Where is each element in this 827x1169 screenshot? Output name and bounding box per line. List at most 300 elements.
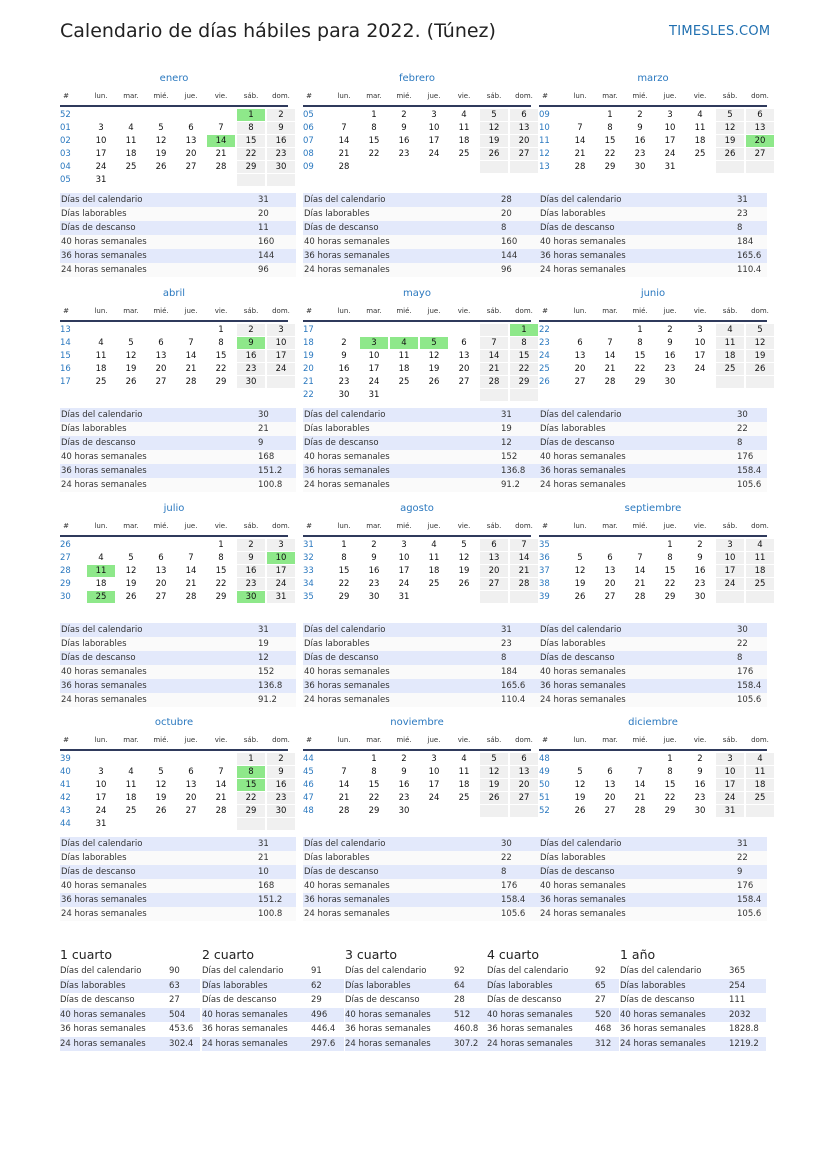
day-cell[interactable]: 15	[215, 566, 227, 576]
day-cell[interactable]: 17	[694, 351, 706, 361]
day-cell[interactable]: 14	[480, 350, 508, 362]
day-cell[interactable]: 27	[185, 162, 197, 172]
day-cell[interactable]: 25	[746, 578, 774, 590]
holiday-day-cell[interactable]: 14	[207, 135, 235, 147]
day-cell[interactable]: 22	[510, 363, 538, 375]
day-cell[interactable]: 22	[338, 579, 350, 589]
day-cell[interactable]: 23	[398, 793, 410, 803]
day-cell[interactable]: 18	[125, 149, 137, 159]
day-cell[interactable]: 11	[746, 766, 774, 778]
day-cell[interactable]: 16	[398, 136, 410, 146]
day-cell[interactable]: 19	[125, 579, 137, 589]
day-cell[interactable]: 13	[746, 122, 774, 134]
day-cell[interactable]: 8	[510, 337, 538, 349]
day-cell[interactable]: 23	[338, 377, 350, 387]
day-cell[interactable]: 30	[634, 162, 646, 172]
day-cell[interactable]: 11	[716, 337, 744, 349]
day-cell[interactable]: 21	[215, 793, 227, 803]
day-cell[interactable]: 2	[267, 753, 295, 765]
day-cell[interactable]: 2	[371, 540, 377, 550]
day-cell[interactable]: 5	[577, 553, 583, 563]
day-cell[interactable]: 17	[267, 565, 295, 577]
day-cell[interactable]: 4	[461, 754, 467, 764]
day-cell[interactable]: 18	[694, 136, 706, 146]
holiday-day-cell[interactable]: 5	[420, 337, 448, 349]
day-cell[interactable]: 24	[95, 806, 107, 816]
day-cell[interactable]: 24	[664, 149, 676, 159]
day-cell[interactable]: 6	[480, 539, 508, 551]
day-cell[interactable]: 10	[368, 351, 380, 361]
day-cell[interactable]: 9	[267, 766, 295, 778]
day-cell[interactable]: 7	[341, 123, 347, 133]
day-cell[interactable]: 15	[368, 136, 380, 146]
day-cell[interactable]: 5	[461, 540, 467, 550]
day-cell[interactable]: 16	[664, 351, 676, 361]
day-cell[interactable]: 22	[634, 364, 646, 374]
day-cell[interactable]: 13	[604, 780, 616, 790]
day-cell[interactable]: 12	[458, 553, 470, 563]
day-cell[interactable]: 2	[697, 540, 703, 550]
day-cell[interactable]: 30	[338, 390, 350, 400]
day-cell[interactable]: 19	[746, 350, 774, 362]
day-cell[interactable]: 23	[237, 578, 265, 590]
day-cell[interactable]: 3	[431, 110, 437, 120]
day-cell[interactable]: 3	[716, 539, 744, 551]
day-cell[interactable]: 4	[128, 767, 134, 777]
day-cell[interactable]: 11	[125, 780, 137, 790]
day-cell[interactable]: 3	[716, 753, 744, 765]
day-cell[interactable]: 27	[510, 792, 538, 804]
day-cell[interactable]: 27	[510, 148, 538, 160]
day-cell[interactable]: 20	[480, 565, 508, 577]
day-cell[interactable]: 3	[401, 540, 407, 550]
day-cell[interactable]: 17	[398, 566, 410, 576]
day-cell[interactable]: 19	[574, 579, 586, 589]
day-cell[interactable]: 6	[158, 553, 164, 563]
day-cell[interactable]: 4	[746, 753, 774, 765]
day-cell[interactable]: 11	[458, 767, 470, 777]
day-cell[interactable]: 4	[128, 123, 134, 133]
day-cell[interactable]: 18	[398, 364, 410, 374]
day-cell[interactable]: 14	[634, 566, 646, 576]
day-cell[interactable]: 31	[95, 175, 107, 185]
day-cell[interactable]: 9	[667, 338, 673, 348]
day-cell[interactable]: 28	[185, 592, 197, 602]
day-cell[interactable]: 6	[746, 109, 774, 121]
day-cell[interactable]: 2	[401, 110, 407, 120]
day-cell[interactable]: 14	[604, 351, 616, 361]
day-cell[interactable]: 4	[716, 324, 744, 336]
day-cell[interactable]: 28	[338, 162, 350, 172]
day-cell[interactable]: 24	[716, 792, 744, 804]
day-cell[interactable]: 10	[428, 123, 440, 133]
day-cell[interactable]: 24	[716, 578, 744, 590]
day-cell[interactable]: 14	[215, 780, 227, 790]
day-cell[interactable]: 8	[218, 553, 224, 563]
day-cell[interactable]: 15	[604, 136, 616, 146]
day-cell[interactable]: 16	[368, 566, 380, 576]
day-cell[interactable]: 17	[716, 779, 744, 791]
day-cell[interactable]: 1	[218, 540, 224, 550]
day-cell[interactable]: 25	[398, 377, 410, 387]
day-cell[interactable]: 9	[267, 122, 295, 134]
day-cell[interactable]: 17	[428, 780, 440, 790]
holiday-day-cell[interactable]: 11	[87, 565, 115, 577]
day-cell[interactable]: 26	[480, 792, 508, 804]
day-cell[interactable]: 24	[428, 149, 440, 159]
day-cell[interactable]: 16	[267, 135, 295, 147]
day-cell[interactable]: 24	[267, 578, 295, 590]
day-cell[interactable]: 20	[155, 579, 167, 589]
day-cell[interactable]: 10	[428, 767, 440, 777]
day-cell[interactable]: 9	[237, 552, 265, 564]
day-cell[interactable]: 13	[510, 766, 538, 778]
day-cell[interactable]: 25	[95, 377, 107, 387]
holiday-day-cell[interactable]: 3	[360, 337, 388, 349]
day-cell[interactable]: 10	[694, 338, 706, 348]
day-cell[interactable]: 5	[158, 767, 164, 777]
day-cell[interactable]: 27	[155, 592, 167, 602]
day-cell[interactable]: 8	[237, 122, 265, 134]
day-cell[interactable]: 29	[237, 805, 265, 817]
day-cell[interactable]: 18	[95, 364, 107, 374]
day-cell[interactable]: 8	[637, 338, 643, 348]
day-cell[interactable]: 4	[98, 338, 104, 348]
day-cell[interactable]: 2	[341, 338, 347, 348]
day-cell[interactable]: 26	[716, 148, 744, 160]
day-cell[interactable]: 9	[371, 553, 377, 563]
day-cell[interactable]: 10	[716, 552, 744, 564]
day-cell[interactable]: 1	[371, 754, 377, 764]
day-cell[interactable]: 18	[716, 350, 744, 362]
day-cell[interactable]: 18	[428, 566, 440, 576]
day-cell[interactable]: 27	[185, 806, 197, 816]
day-cell[interactable]: 21	[634, 793, 646, 803]
day-cell[interactable]: 12	[125, 351, 137, 361]
day-cell[interactable]: 5	[716, 109, 744, 121]
day-cell[interactable]: 29	[604, 162, 616, 172]
holiday-day-cell[interactable]: 15	[237, 779, 265, 791]
day-cell[interactable]: 14	[338, 136, 350, 146]
day-cell[interactable]: 20	[510, 135, 538, 147]
day-cell[interactable]: 19	[155, 793, 167, 803]
day-cell[interactable]: 13	[510, 122, 538, 134]
day-cell[interactable]: 26	[480, 148, 508, 160]
day-cell[interactable]: 20	[185, 149, 197, 159]
day-cell[interactable]: 24	[398, 579, 410, 589]
day-cell[interactable]: 28	[480, 376, 508, 388]
day-cell[interactable]: 26	[125, 592, 137, 602]
day-cell[interactable]: 13	[185, 136, 197, 146]
day-cell[interactable]: 4	[461, 110, 467, 120]
day-cell[interactable]: 24	[368, 377, 380, 387]
day-cell[interactable]: 30	[694, 592, 706, 602]
day-cell[interactable]: 6	[607, 767, 613, 777]
day-cell[interactable]: 6	[188, 767, 194, 777]
day-cell[interactable]: 4	[746, 539, 774, 551]
day-cell[interactable]: 15	[368, 780, 380, 790]
day-cell[interactable]: 22	[215, 579, 227, 589]
day-cell[interactable]: 16	[398, 780, 410, 790]
day-cell[interactable]: 16	[237, 350, 265, 362]
day-cell[interactable]: 25	[458, 793, 470, 803]
day-cell[interactable]: 31	[664, 162, 676, 172]
day-cell[interactable]: 11	[458, 123, 470, 133]
day-cell[interactable]: 12	[155, 780, 167, 790]
day-cell[interactable]: 22	[215, 364, 227, 374]
day-cell[interactable]: 5	[158, 123, 164, 133]
day-cell[interactable]: 12	[574, 566, 586, 576]
day-cell[interactable]: 1	[637, 325, 643, 335]
day-cell[interactable]: 12	[428, 351, 440, 361]
day-cell[interactable]: 7	[218, 123, 224, 133]
day-cell[interactable]: 24	[428, 793, 440, 803]
day-cell[interactable]: 31	[95, 819, 107, 829]
day-cell[interactable]: 31	[368, 390, 380, 400]
day-cell[interactable]: 8	[371, 123, 377, 133]
day-cell[interactable]: 23	[398, 149, 410, 159]
day-cell[interactable]: 22	[237, 148, 265, 160]
day-cell[interactable]: 23	[694, 793, 706, 803]
day-cell[interactable]: 2	[697, 754, 703, 764]
day-cell[interactable]: 17	[95, 793, 107, 803]
day-cell[interactable]: 28	[634, 806, 646, 816]
day-cell[interactable]: 24	[694, 364, 706, 374]
day-cell[interactable]: 19	[125, 364, 137, 374]
day-cell[interactable]: 2	[237, 324, 265, 336]
day-cell[interactable]: 1	[607, 110, 613, 120]
day-cell[interactable]: 25	[694, 149, 706, 159]
day-cell[interactable]: 17	[95, 149, 107, 159]
day-cell[interactable]: 27	[746, 148, 774, 160]
day-cell[interactable]: 19	[428, 364, 440, 374]
day-cell[interactable]: 26	[155, 162, 167, 172]
day-cell[interactable]: 25	[716, 363, 744, 375]
day-cell[interactable]: 13	[574, 351, 586, 361]
day-cell[interactable]: 11	[398, 351, 410, 361]
day-cell[interactable]: 1	[237, 753, 265, 765]
day-cell[interactable]: 29	[664, 592, 676, 602]
day-cell[interactable]: 5	[746, 324, 774, 336]
day-cell[interactable]: 5	[480, 753, 508, 765]
day-cell[interactable]: 20	[604, 793, 616, 803]
day-cell[interactable]: 22	[664, 579, 676, 589]
day-cell[interactable]: 16	[634, 136, 646, 146]
day-cell[interactable]: 18	[746, 565, 774, 577]
day-cell[interactable]: 11	[125, 136, 137, 146]
day-cell[interactable]: 15	[664, 566, 676, 576]
day-cell[interactable]: 6	[607, 553, 613, 563]
day-cell[interactable]: 29	[215, 377, 227, 387]
day-cell[interactable]: 1	[667, 540, 673, 550]
day-cell[interactable]: 9	[697, 553, 703, 563]
day-cell[interactable]: 13	[185, 780, 197, 790]
day-cell[interactable]: 10	[664, 123, 676, 133]
day-cell[interactable]: 17	[716, 565, 744, 577]
day-cell[interactable]: 1	[667, 754, 673, 764]
day-cell[interactable]: 21	[510, 565, 538, 577]
day-cell[interactable]: 19	[480, 779, 508, 791]
day-cell[interactable]: 16	[237, 565, 265, 577]
day-cell[interactable]: 5	[128, 553, 134, 563]
day-cell[interactable]: 12	[125, 566, 137, 576]
day-cell[interactable]: 16	[694, 780, 706, 790]
day-cell[interactable]: 2	[267, 109, 295, 121]
day-cell[interactable]: 28	[215, 162, 227, 172]
day-cell[interactable]: 28	[574, 162, 586, 172]
day-cell[interactable]: 4	[697, 110, 703, 120]
day-cell[interactable]: 11	[694, 123, 706, 133]
day-cell[interactable]: 9	[697, 767, 703, 777]
day-cell[interactable]: 6	[188, 123, 194, 133]
day-cell[interactable]: 12	[480, 122, 508, 134]
day-cell[interactable]: 30	[267, 805, 295, 817]
day-cell[interactable]: 7	[637, 767, 643, 777]
day-cell[interactable]: 29	[237, 161, 265, 173]
day-cell[interactable]: 2	[667, 325, 673, 335]
day-cell[interactable]: 20	[458, 364, 470, 374]
day-cell[interactable]: 8	[607, 123, 613, 133]
day-cell[interactable]: 26	[125, 377, 137, 387]
day-cell[interactable]: 22	[368, 793, 380, 803]
day-cell[interactable]: 13	[155, 566, 167, 576]
day-cell[interactable]: 3	[98, 767, 104, 777]
day-cell[interactable]: 12	[480, 766, 508, 778]
day-cell[interactable]: 21	[338, 793, 350, 803]
day-cell[interactable]: 18	[458, 780, 470, 790]
day-cell[interactable]: 29	[634, 377, 646, 387]
day-cell[interactable]: 1	[218, 325, 224, 335]
day-cell[interactable]: 31	[716, 805, 744, 817]
day-cell[interactable]: 13	[480, 552, 508, 564]
day-cell[interactable]: 21	[215, 149, 227, 159]
day-cell[interactable]: 25	[428, 579, 440, 589]
day-cell[interactable]: 20	[604, 579, 616, 589]
day-cell[interactable]: 29	[664, 806, 676, 816]
day-cell[interactable]: 27	[604, 806, 616, 816]
day-cell[interactable]: 17	[664, 136, 676, 146]
day-cell[interactable]: 21	[634, 579, 646, 589]
day-cell[interactable]: 21	[338, 149, 350, 159]
day-cell[interactable]: 7	[510, 539, 538, 551]
day-cell[interactable]: 6	[158, 338, 164, 348]
day-cell[interactable]: 30	[398, 806, 410, 816]
day-cell[interactable]: 7	[607, 338, 613, 348]
day-cell[interactable]: 23	[694, 579, 706, 589]
day-cell[interactable]: 26	[574, 806, 586, 816]
day-cell[interactable]: 4	[431, 540, 437, 550]
day-cell[interactable]: 5	[480, 109, 508, 121]
day-cell[interactable]: 23	[664, 364, 676, 374]
day-cell[interactable]: 26	[155, 806, 167, 816]
day-cell[interactable]: 28	[604, 377, 616, 387]
day-cell[interactable]: 13	[458, 351, 470, 361]
day-cell[interactable]: 14	[634, 780, 646, 790]
day-cell[interactable]: 9	[341, 351, 347, 361]
day-cell[interactable]: 15	[510, 350, 538, 362]
day-cell[interactable]: 30	[267, 161, 295, 173]
day-cell[interactable]: 10	[95, 780, 107, 790]
holiday-day-cell[interactable]: 4	[390, 337, 418, 349]
day-cell[interactable]: 21	[185, 364, 197, 374]
day-cell[interactable]: 14	[338, 780, 350, 790]
day-cell[interactable]: 22	[237, 792, 265, 804]
day-cell[interactable]: 1	[341, 540, 347, 550]
day-cell[interactable]: 15	[215, 351, 227, 361]
day-cell[interactable]: 8	[341, 553, 347, 563]
day-cell[interactable]: 12	[746, 337, 774, 349]
day-cell[interactable]: 29	[368, 806, 380, 816]
day-cell[interactable]: 3	[267, 324, 295, 336]
day-cell[interactable]: 28	[215, 806, 227, 816]
day-cell[interactable]: 18	[746, 779, 774, 791]
day-cell[interactable]: 4	[98, 553, 104, 563]
day-cell[interactable]: 16	[338, 364, 350, 374]
day-cell[interactable]: 11	[428, 553, 440, 563]
day-cell[interactable]: 28	[634, 592, 646, 602]
day-cell[interactable]: 8	[667, 767, 673, 777]
day-cell[interactable]: 27	[480, 578, 508, 590]
day-cell[interactable]: 15	[237, 135, 265, 147]
day-cell[interactable]: 8	[218, 338, 224, 348]
day-cell[interactable]: 30	[694, 806, 706, 816]
day-cell[interactable]: 12	[574, 780, 586, 790]
day-cell[interactable]: 21	[480, 363, 508, 375]
day-cell[interactable]: 2	[401, 754, 407, 764]
day-cell[interactable]: 1	[371, 110, 377, 120]
day-cell[interactable]: 28	[338, 806, 350, 816]
day-cell[interactable]: 14	[185, 351, 197, 361]
day-cell[interactable]: 7	[480, 337, 508, 349]
day-cell[interactable]: 23	[267, 148, 295, 160]
day-cell[interactable]: 3	[98, 123, 104, 133]
day-cell[interactable]: 24	[267, 363, 295, 375]
day-cell[interactable]: 28	[185, 377, 197, 387]
day-cell[interactable]: 30	[368, 592, 380, 602]
day-cell[interactable]: 8	[371, 767, 377, 777]
day-cell[interactable]: 19	[480, 135, 508, 147]
day-cell[interactable]: 21	[185, 579, 197, 589]
day-cell[interactable]: 7	[577, 123, 583, 133]
day-cell[interactable]: 11	[95, 351, 107, 361]
day-cell[interactable]: 29	[215, 592, 227, 602]
day-cell[interactable]: 25	[746, 792, 774, 804]
day-cell[interactable]: 7	[637, 553, 643, 563]
day-cell[interactable]: 12	[155, 136, 167, 146]
day-cell[interactable]: 5	[128, 338, 134, 348]
day-cell[interactable]: 17	[368, 364, 380, 374]
day-cell[interactable]: 10	[95, 136, 107, 146]
day-cell[interactable]: 6	[461, 338, 467, 348]
holiday-day-cell[interactable]: 9	[237, 337, 265, 349]
holiday-day-cell[interactable]: 1	[510, 324, 538, 336]
day-cell[interactable]: 25	[458, 149, 470, 159]
day-cell[interactable]: 10	[398, 553, 410, 563]
day-cell[interactable]: 14	[510, 552, 538, 564]
day-cell[interactable]: 23	[237, 363, 265, 375]
day-cell[interactable]: 14	[574, 136, 586, 146]
day-cell[interactable]: 25	[125, 162, 137, 172]
day-cell[interactable]: 6	[510, 753, 538, 765]
day-cell[interactable]: 10	[267, 337, 295, 349]
day-cell[interactable]: 19	[155, 149, 167, 159]
day-cell[interactable]: 22	[368, 149, 380, 159]
day-cell[interactable]: 13	[604, 566, 616, 576]
day-cell[interactable]: 22	[664, 793, 676, 803]
day-cell[interactable]: 7	[188, 553, 194, 563]
day-cell[interactable]: 15	[634, 351, 646, 361]
day-cell[interactable]: 14	[185, 566, 197, 576]
